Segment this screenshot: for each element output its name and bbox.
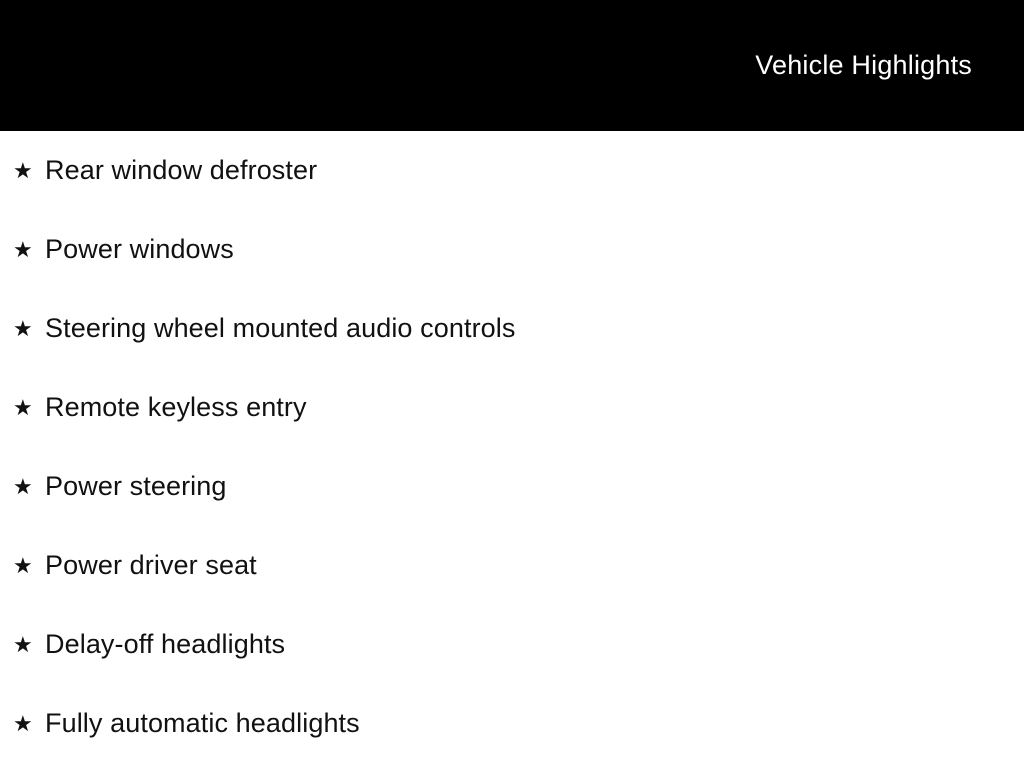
- page-title: Vehicle Highlights: [755, 50, 972, 80]
- list-item: [0, 368, 1024, 447]
- list-item-label: Power steering: [45, 471, 227, 501]
- star-icon: ★: [13, 315, 33, 341]
- star-icon: ★: [13, 157, 33, 183]
- star-icon: ★: [13, 552, 33, 578]
- list-item-label: Steering wheel mounted audio controls: [45, 313, 516, 343]
- list-item: [0, 605, 1024, 684]
- list-item-label: Rear window defroster: [45, 155, 318, 185]
- highlights-list: [0, 131, 1024, 763]
- list-item-label: Fully automatic headlights: [45, 708, 360, 738]
- header-bar: [0, 0, 1024, 131]
- list-item: [0, 526, 1024, 605]
- list-item: [0, 289, 1024, 368]
- list-item-label: Delay-off headlights: [45, 629, 286, 659]
- star-icon: ★: [13, 473, 33, 499]
- list-item: [0, 447, 1024, 526]
- list-item-label: Power windows: [45, 234, 234, 264]
- star-icon: ★: [13, 631, 33, 657]
- star-icon: ★: [13, 236, 33, 262]
- list-item-label: Remote keyless entry: [45, 392, 307, 422]
- list-item-label: Power driver seat: [45, 550, 257, 580]
- list-item: [0, 131, 1024, 210]
- list-item: [0, 210, 1024, 289]
- list-item: [0, 684, 1024, 763]
- star-icon: ★: [13, 394, 33, 420]
- star-icon: ★: [13, 710, 33, 736]
